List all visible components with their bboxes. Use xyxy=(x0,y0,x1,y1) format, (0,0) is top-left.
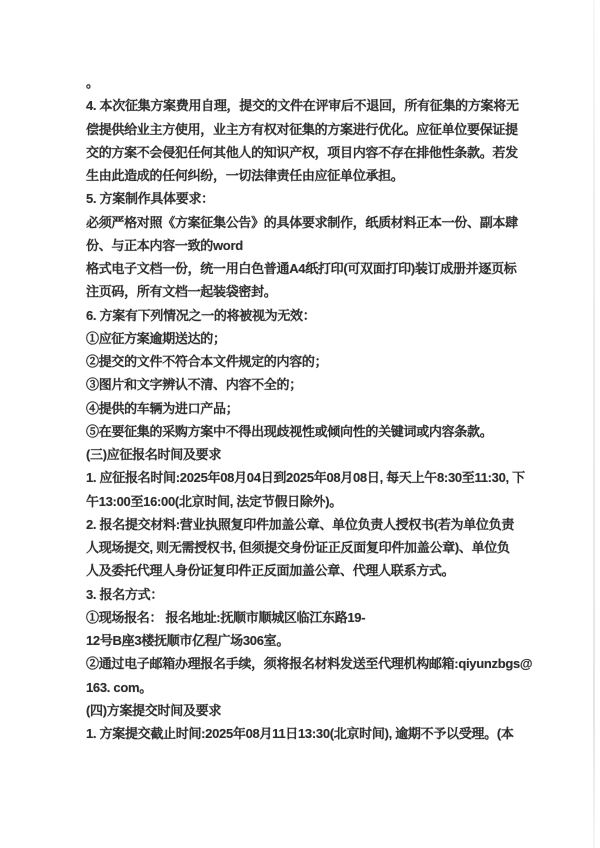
document-line: 午13:00至16:00(北京时间, 法定节假日除外)。 xyxy=(86,493,342,509)
document-line: 4. 本次征集方案费用自理，提交的文件在评审后不退回，所有征集的方案将无 xyxy=(86,98,519,114)
page-edge-shadow xyxy=(593,0,595,848)
document-line-heading: 5. 方案制作具体要求： xyxy=(86,191,214,207)
document-list-item: ①应征方案逾期送达的； xyxy=(86,330,226,346)
document-section-heading: (四)方案提交时间及要求 xyxy=(86,702,222,718)
document-line: 注页码，所有文档一起装袋密封。 xyxy=(86,284,277,300)
document-list-item: ②通过电子邮箱办理报名手续，须将报名材料发送至代理机构邮箱:qiyunzbgs@ xyxy=(86,656,533,672)
document-line: 1. 方案提交截止时间:2025年08月11日13:30(北京时间), 逾期不予以受理。(本 xyxy=(86,726,514,741)
document-line: 生由此造成的任何纠纷，一切法律责任由应征单位承担。 xyxy=(86,168,404,183)
document-line: 交的方案不会侵犯任何其他人的知识产权，项目内容不存在排他性条款。若发 xyxy=(86,144,518,160)
document-line: 格式电子文档一份，统一用白色普通A4纸打印(可双面打印)装订成册并逐页标 xyxy=(86,261,517,276)
document-text-block xyxy=(86,71,532,745)
document-list-item: ①现场报名： 报名地址:抚顺市顺城区临江东路19- xyxy=(86,609,366,625)
document-line: 必须严格对照《方案征集公告》的具体要求制作，纸质材料正本一份、副本肆 xyxy=(86,214,518,230)
document-section-heading: (三)应征报名时间及要求 xyxy=(86,447,222,462)
document-line: 偿提供给业主方使用，业主方有权对征集的方案进行优化。应征单位要保证提 xyxy=(86,121,518,137)
document-line: 12号B座3楼抚顺市亿程广场306室。 xyxy=(86,633,290,648)
document-line: 人及委托代理人身份证复印件正反面加盖公章、代理人联系方式。 xyxy=(86,563,455,579)
document-line-heading: 6. 方案有下列情况之一的将被视为无效： xyxy=(86,307,316,323)
document-line: 。 xyxy=(86,75,99,90)
document-line: 163. com。 xyxy=(86,679,152,695)
document-list-item: ⑤在要征集的采购方案中不得出现歧视性或倾向性的关键词或内容条款。 xyxy=(86,423,493,439)
document-line: 2. 报名提交材料:营业执照复印件加盖公章、单位负责人授权书(若为单位负责 xyxy=(86,516,515,532)
document-list-item: ③图片和文字辨认不清、内容不全的； xyxy=(86,377,302,393)
document-list-item: ②提交的文件不符合本文件规定的内容的； xyxy=(86,354,328,369)
document-line-heading: 3. 报名方式： xyxy=(86,586,164,602)
document-line: 份、与正本内容一致的word xyxy=(86,237,243,253)
document-list-item: ④提供的车辆为进口产品； xyxy=(86,400,239,416)
document-line: 1. 应征报名时间:2025年08月04日到2025年08月08日, 每天上午8:30至11:30, 下 xyxy=(86,470,525,486)
document-line: 人现场提交, 则无需授权书, 但须提交身份证正反面复印件加盖公章)、单位负 xyxy=(86,540,510,555)
